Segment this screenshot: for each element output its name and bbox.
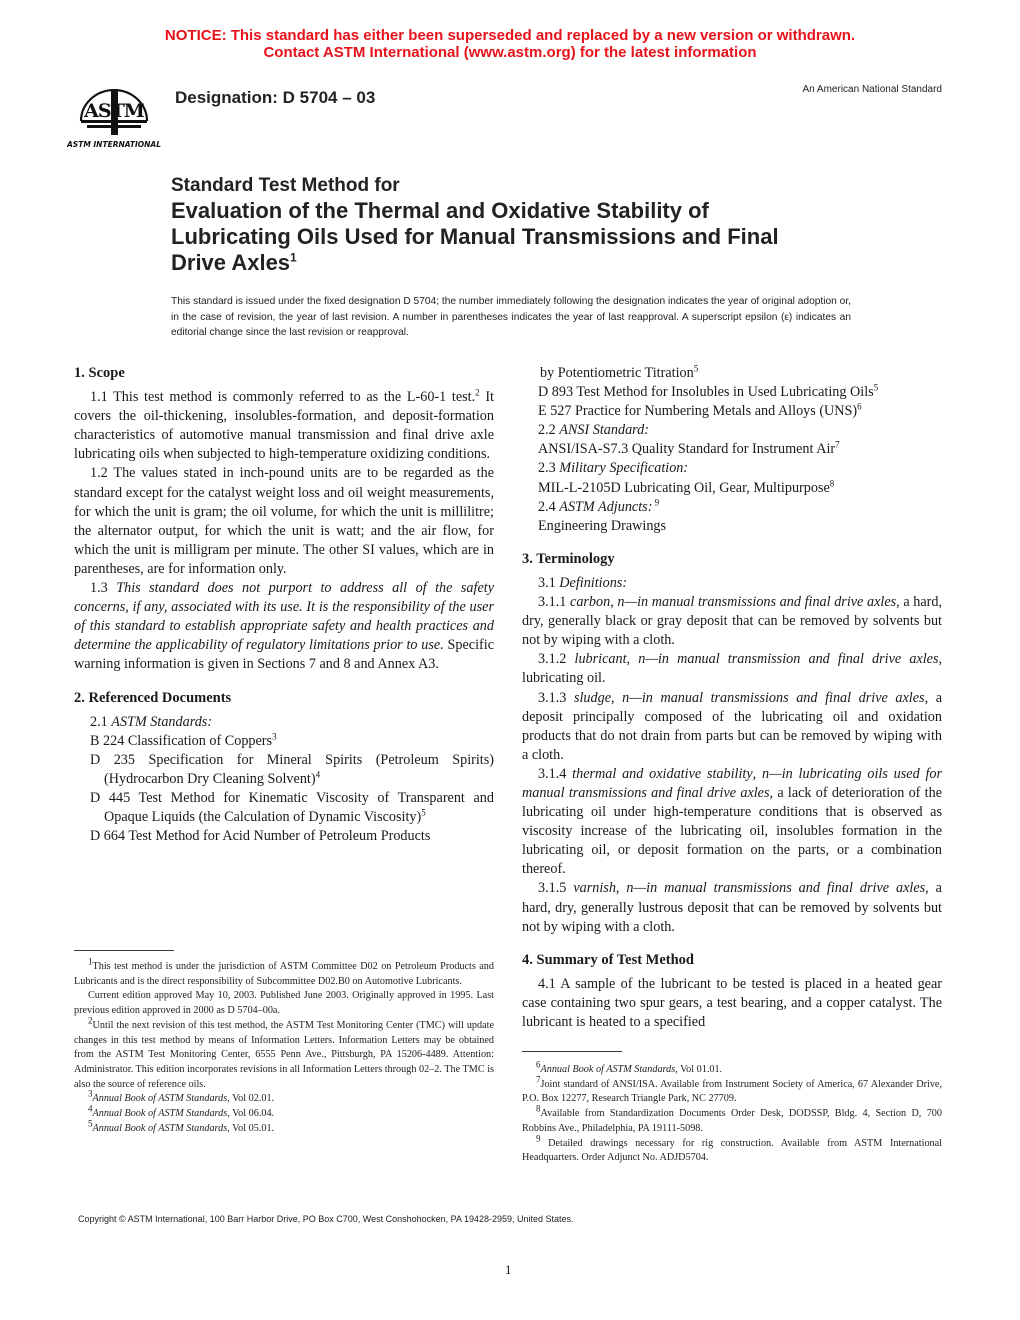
footnote-divider-left [74,950,174,951]
ref-b224: B 224 Classification of Coppers$^3$ [90,730,277,749]
ref-d893: D 893 Test Method for Insolubles in Used Lubricating Oils$^5$ [538,382,879,401]
footnotes-right [522,1059,942,1166]
ref-e527: E 527 Practice for Numbering Metals and Alloys (UNS)$^6$ [538,401,862,420]
ref-ansi-isa: ANSI/ISA-S7.3 Quality Standard for Instrument Air$^7$ [538,439,840,458]
paragraph-1-2: 1.2 The values stated in inch-pound units are to be regarded as the standard except for the catalyst weight loss and oil weight measurements, for which the unit is gram; the oil volume, for which the unit is millilitre; the alternator output, for which the unit is watt; and the air flow, for which the unit is milligram per minute. The other SI values, which are in parentheses, are for information only. [74,465,494,577]
footnote-1: $^1$This test method is under the jurisdiction of ASTM Committee D02 on Petroleum Products and Lubricants and is the direct responsibility of Subcommittee D02.B0 on Automotive Lubricants. [74,956,494,987]
notice-line-2: Contact ASTM International (www.astm.org) for the latest information [263,44,757,61]
ref-d664: D 664 Test Method for Acid Number of Petroleum Products [90,828,431,845]
paragraph-1-3: 1.3 This standard does not purport to address all of the safety concerns, if any, associated with its use. It is the responsibility of the user of this standard to establish appropriate safety and health practices and determine the applicability of regulatory limitations prior to use. Specific warning information is given in Sections 7 and 8 and Annex A3. [74,580,495,673]
paragraph-2-1: 2.1 ASTM Standards: [90,713,213,730]
footnote-6: $^6$Annual Book of ASTM Standards, Vol 01.01. [536,1059,723,1075]
designation: Designation: D 5704 – 03 [175,88,376,107]
footnote-2: $^2$Until the next revision of this test method, the ASTM Test Monitoring Center (TMC) will update changes in this test method by means of Information Letters. Information Letters may be obtained from the ASTM Test Monitoring Center, 6555 Penn Ave., Pittsburgh, PA 15206-4489. Attention: Administrator. This edition incorporates revisions in all Information Letters through 02–2. The TMC is also the source of reference oils. [74,1015,494,1090]
notice-line-1: NOTICE: This standard has either been superseded and replaced by a new version or withdrawn. [164,27,856,44]
ref-mil-l-2105d: MIL-L-2105D Lubricating Oil, Gear, Multipurpose$^8$ [538,477,835,496]
footnote-7: $^7$Joint standard of ANSI/ISA. Available from Instrument Society of America, 67 Alexander Drive, P.O. Box 12277, Research Triangle Park, NC 27709. [522,1074,942,1105]
document-title [171,174,891,276]
ref-d664-continued: by Potentiometric Titration$^5$ [540,363,699,381]
american-national-standard-label: An American National Standard [802,84,942,95]
left-column [74,364,494,846]
section-1-heading: 1. Scope [74,365,125,381]
withdrawal-notice [0,27,1020,61]
paragraph-2-3: 2.3 Military Specification: [538,460,689,477]
title-line-3: Lubricating Oils Used for Manual Transmissions and Final [171,224,779,249]
ref-engineering-drawings: Engineering Drawings [538,517,667,534]
section-3-heading: 3. Terminology [522,550,615,567]
footnote-4: $^4$Annual Book of ASTM Standards, Vol 06.04. [88,1103,275,1120]
logo-text: ASTM INTERNATIONAL [67,140,161,149]
definition-sludge: 3.1.3 sludge, n—in manual transmissions and final drive axles, a deposit principally composed of the lubricating oil and oxidation products that do not drain from parts but can be removed by wiping with a cloth. [522,689,942,763]
title-line-1: Standard Test Method for [171,175,400,196]
definition-thermal-oxidative-stability: 3.1.4 thermal and oxidative stability, n—in lubricating oils used for manual transmissions and final drive axles, a lack of deterioration of the lubricating oil under high-temperature conditions that is observed as viscosity increase of the lubricating oil, insolubles formation in the lubricating oil, or deposit formation on the parts, or a combination thereof. [522,765,943,878]
definition-carbon: 3.1.1 carbon, n—in manual transmissions and final drive axles, a hard, dry, generally black or gray deposit that can be removed by solvents but not by wiping with a cloth. [522,594,942,649]
definition-lubricant: 3.1.2 lubricant, n—in manual transmission and final drive axles, lubricating oil. [522,651,943,687]
ref-d235: D 235 Specification for Mineral Spirits (Petroleum Spirits) (Hydrocarbon Dry Cleaning Solvent)$^4$ [90,751,494,787]
section-4-heading: 4. Summary of Test Method [522,951,694,968]
definition-varnish: 3.1.5 varnish, n—in manual transmissions and final drive axles, a hard, dry, generally lustrous deposit that can be removed by solvents but not by wiping with a cloth. [522,880,942,935]
footnotes-left [74,956,494,1136]
right-column [522,364,942,1032]
title-footnote-ref: 1 [290,250,297,265]
footnote-5: $^5$Annual Book of ASTM Standards, Vol 05.01. [88,1118,275,1134]
section-2-heading: 2. Referenced Documents [74,689,232,706]
page-number: 1 [505,1262,512,1277]
footnote-1-edition: Current edition approved May 10, 2003. Published June 2003. Originally approved in 1995. Last previous edition approved in 2000 as D 5704–00a. [74,990,494,1017]
footnote-divider-right [522,1051,622,1052]
paragraph-1-1: 1.1 This test method is commonly referred to as the L-60-1 test.$^2$ It covers the oil-thickening, insolubles-formation, and deposit-formation characteristics of automotive manual transmission and final drive axle lubricating oils when subjected to high-temperature oxidizing conditions. [74,387,494,463]
title-line-4: Drive Axles [171,250,291,275]
title-line-2: Evaluation of the Thermal and Oxidative Stability of [171,198,709,223]
paragraph-2-2: 2.2 ANSI Standard: [538,422,649,439]
footnote-8: $^8$Available from Standardization Documents Order Desk, DODSSP, Bldg. 4, Section D, 700 Robbins Ave., Philadelphia, PA 19111-5098. [522,1103,942,1134]
ref-d445: D 445 Test Method for Kinematic Viscosity of Transparent and Opaque Liquids (the Calculation of Dynamic Viscosity)$^5$ [90,789,494,826]
issue-statement: This standard is issued under the fixed designation D 5704; the number immediately following the designation indicates the year of original adoption or, in the case of revision, the year of last revision. A number in parentheses indicates the year of last reapproval. A superscript epsilon (ε) indicates an editorial change since the last revision or reapproval. [171,296,851,338]
svg-text:ASTM: ASTM [84,100,144,122]
paragraph-3-1: 3.1 Definitions: [538,574,628,591]
footnote-9: $^9$ Detailed drawings necessary for rig construction. Available from ASTM International Headquarters. Order Adjunct No. ADJD5704. [522,1133,942,1164]
footnote-3: $^3$Annual Book of ASTM Standards, Vol 02.01. [88,1088,275,1105]
paragraph-2-4: 2.4 ASTM Adjuncts: $^9$ [538,496,660,515]
copyright-line: Copyright © ASTM International, 100 Barr Harbor Drive, PO Box C700, West Conshohocken, PA 19428-2959, United States. [78,1214,574,1224]
astm-logo [67,75,163,151]
paragraph-4-1: 4.1 A sample of the lubricant to be tested is placed in a heated gear case containing two spur gears, a test bearing, and a copper catalyst. The lubricant is heated to a specified [522,975,942,1030]
